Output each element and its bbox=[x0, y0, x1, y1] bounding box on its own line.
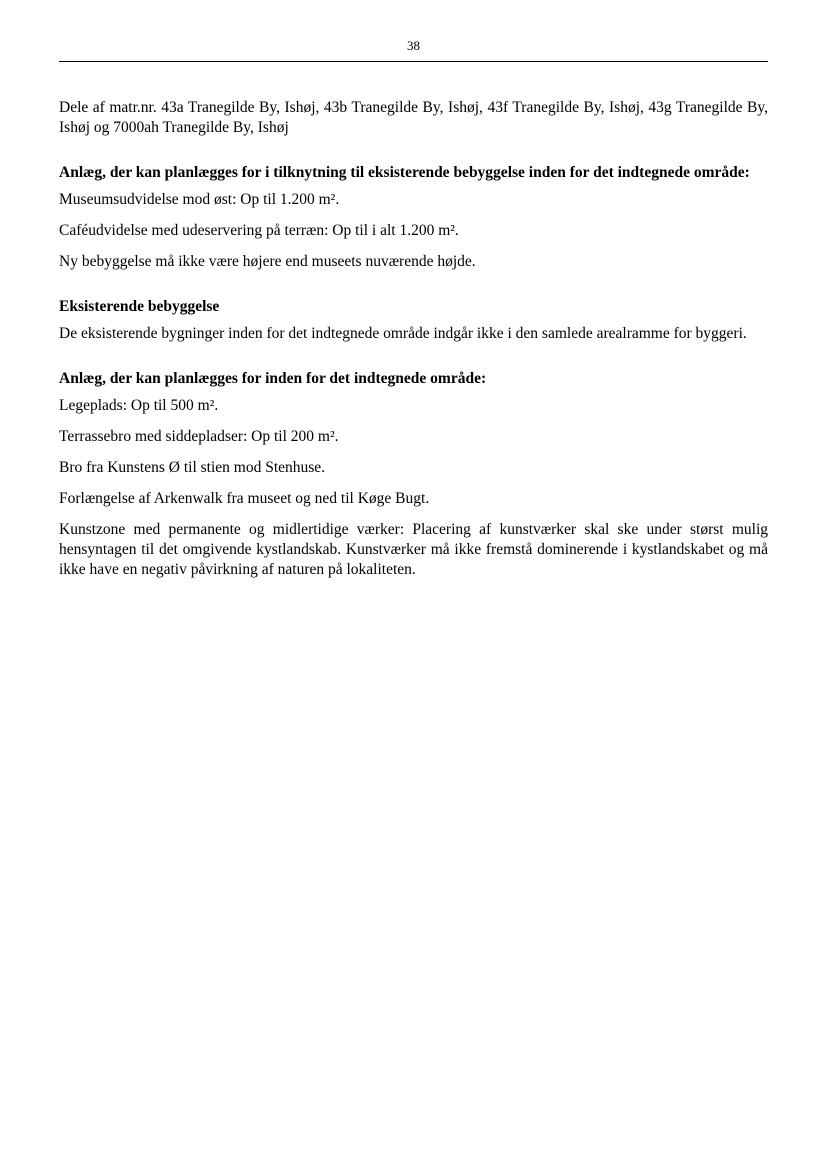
section1-paragraph: Ny bebyggelse må ikke være højere end museets nuværende højde. bbox=[59, 253, 476, 270]
section1-heading: Anlæg, der kan planlægges for i tilknytning til eksisterende bebyggelse inden for det indtegnede område: bbox=[59, 164, 750, 181]
section3-paragraph: Forlængelse af Arkenwalk fra museet og ned til Køge Bugt. bbox=[59, 490, 430, 507]
section3-heading: Anlæg, der kan planlægges for inden for det indtegnede område: bbox=[59, 370, 487, 387]
section3-paragraph: Legeplads: Op til 500 m². bbox=[59, 397, 219, 414]
section3-paragraph: Terrassebro med siddepladser: Op til 200 m². bbox=[59, 428, 339, 445]
section1-paragraph: Museumsudvidelse mod øst: Op til 1.200 m². bbox=[59, 191, 340, 208]
section2-paragraph: De eksisterende bygninger inden for det indtegnede område indgår ikke i den samlede arealramme for byggeri. bbox=[59, 325, 747, 342]
section2-heading: Eksisterende bebyggelse bbox=[59, 298, 220, 315]
section1-paragraph: Caféudvidelse med udeservering på terræn: Op til i alt 1.200 m². bbox=[59, 222, 459, 239]
section3-paragraph: Kunstzone med permanente og midlertidige værker: Placering af kunstværker skal ske under størst mulig hensyntagen til det omgivende kystlandskab. Kunstværker må ikke fremstå dominerende i kystlandskabet og må ikke have en negativ påvirkning af naturen på lokaliteten. bbox=[59, 521, 768, 578]
page-content bbox=[59, 98, 768, 580]
page-number: 38 bbox=[407, 38, 420, 53]
intro-paragraph: Dele af matr.nr. 43a Tranegilde By, Ishøj, 43b Tranegilde By, Ishøj, 43f Tranegilde By, Ishøj, 43g Tranegilde By, Ishøj og 7000ah Tranegilde By, Ishøj bbox=[59, 99, 768, 136]
section3-paragraph: Bro fra Kunstens Ø til stien mod Stenhuse. bbox=[59, 459, 326, 476]
header-rule bbox=[59, 61, 768, 62]
